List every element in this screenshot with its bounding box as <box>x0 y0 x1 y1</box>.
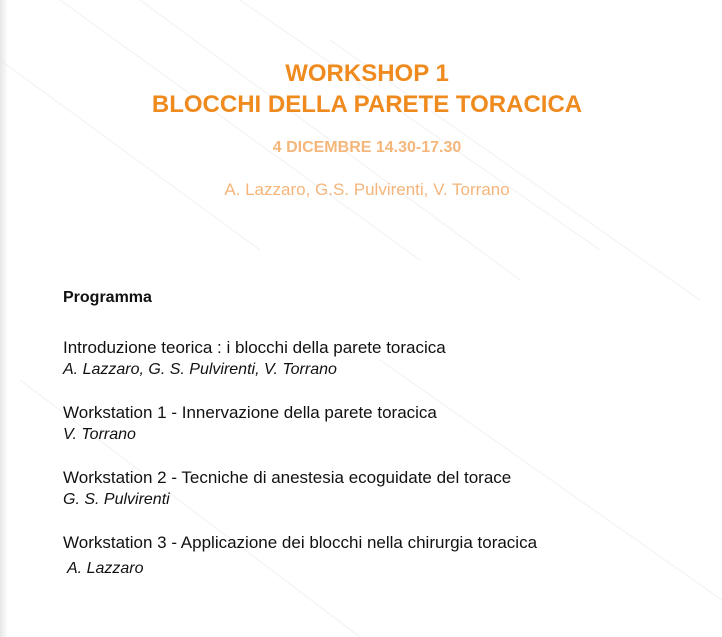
session-item <box>63 467 703 511</box>
workshop-title-line-1: WORKSHOP 1 <box>285 60 449 87</box>
session-item <box>63 337 703 381</box>
program-heading: Programma <box>63 289 152 306</box>
session-title: Workstation 3 - Applicazione dei blocchi nella chirurgia toracica <box>63 533 538 552</box>
session-item <box>63 402 703 446</box>
session-item <box>63 532 703 580</box>
workshop-title-line-2: BLOCCHI DELLA PARETE TORACICA <box>151 91 583 118</box>
session-title: Workstation 1 - Innervazione della parete toracica <box>63 403 437 422</box>
session-speaker: A. Lazzaro, G. S. Pulvirenti, V. Torrano <box>63 361 337 378</box>
session-title: Workstation 2 - Tecniche di anestesia ecoguidate del torace <box>63 468 512 487</box>
session-title: Introduzione teorica : i blocchi della parete toracica <box>63 338 446 357</box>
workshop-authors: A. Lazzaro, G.S. Pulvirenti, V. Torrano <box>224 180 510 199</box>
session-speaker: A. Lazzaro <box>67 560 144 577</box>
workshop-header <box>0 58 722 200</box>
workshop-date: 4 DICEMBRE 14.30-17.30 <box>272 139 462 156</box>
session-speaker: G. S. Pulvirenti <box>63 491 170 508</box>
session-speaker: V. Torrano <box>63 426 136 443</box>
program-section <box>63 289 703 601</box>
